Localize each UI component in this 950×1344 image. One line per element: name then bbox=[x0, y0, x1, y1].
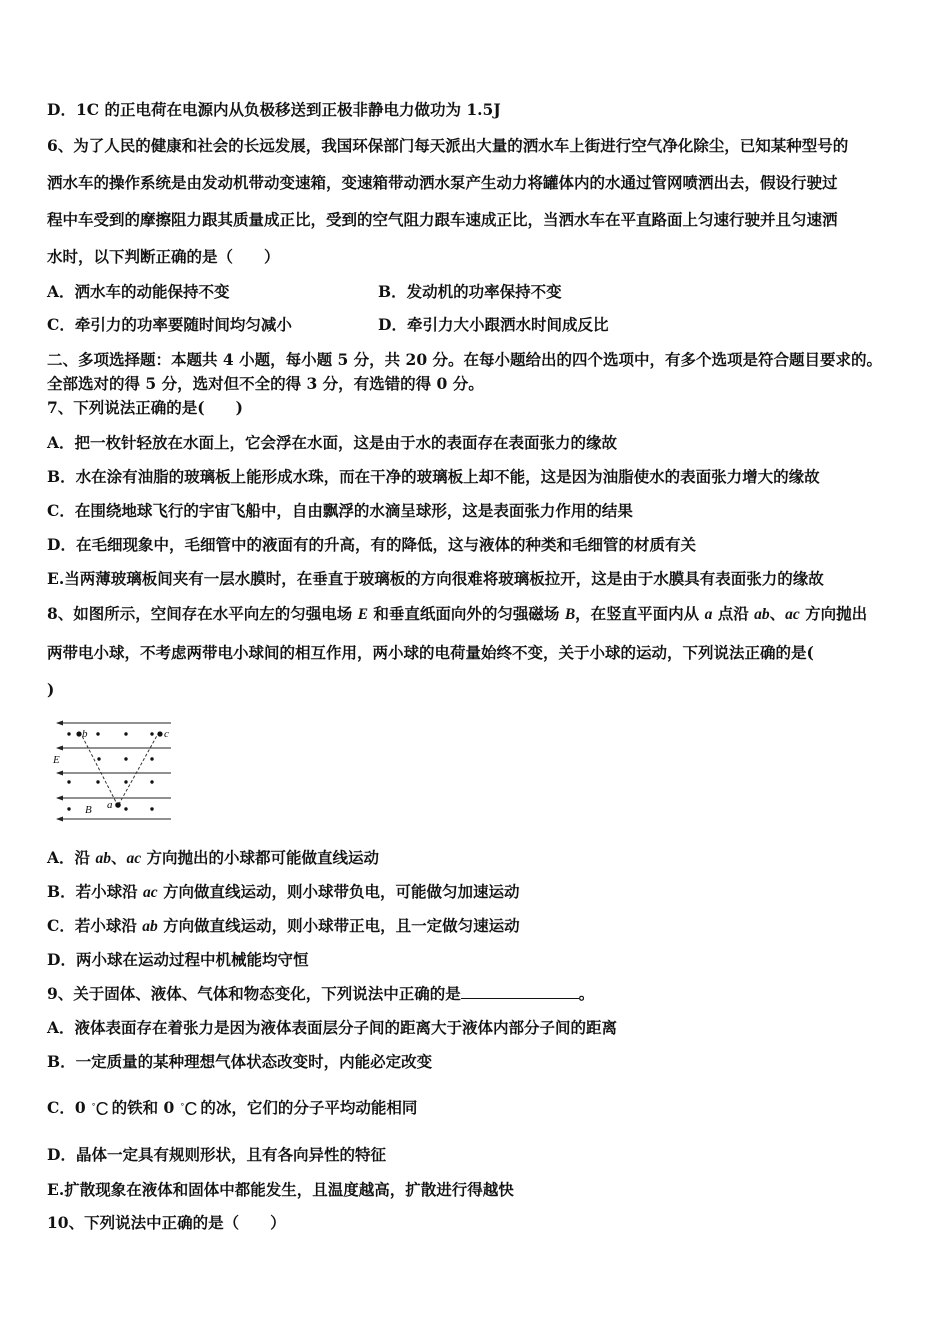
q9-stem bbox=[47, 984, 594, 1004]
q8-stem-text: 点沿 bbox=[712, 604, 755, 623]
b-field-dot bbox=[150, 780, 153, 783]
q8-stem-text: 和垂直纸面向外的匀强磁场 bbox=[368, 604, 565, 623]
label-a: a bbox=[107, 799, 113, 811]
arrow-left-icon bbox=[56, 817, 63, 822]
q9-option-a: A．液体表面存在着张力是因为液体表面层分子间的距离大于液体内部分子间的距离 bbox=[47, 1018, 618, 1037]
celsius-unit: C bbox=[184, 1099, 198, 1119]
q7-option-e: E.当两薄玻璃板间夹有一层水膜时，在垂直于玻璃板的方向很难将玻璃板拉开，这是由于水膜具有表面张力的缘故 bbox=[47, 569, 824, 588]
b-field-dot bbox=[124, 757, 127, 760]
point-b bbox=[76, 731, 81, 736]
q8-option-c-text: 方向做直线运动，则小球带正电，且一定做匀速运动 bbox=[157, 916, 520, 935]
arrow-left-icon bbox=[56, 746, 63, 751]
q8-stem-line-1 bbox=[47, 604, 867, 625]
arrow-left-icon bbox=[56, 721, 63, 726]
q9-option-c: C．0 ° C 的铁和 0 ° C 的冰，它们的分子平均动能相同 bbox=[47, 1098, 418, 1119]
q8-option-a-text: 方向抛出的小球都可能做直线运动 bbox=[141, 848, 379, 867]
label-e: E bbox=[53, 754, 60, 766]
b-field-dot bbox=[124, 780, 127, 783]
q8-option-c-text: C．若小球沿 bbox=[47, 916, 143, 935]
q8-field-diagram bbox=[47, 715, 182, 827]
q6-stem-line-4: 水时，以下判断正确的是（ ） bbox=[47, 247, 280, 266]
b-field-dot bbox=[150, 732, 153, 735]
q8-stem-text: ，在竖直平面内从 bbox=[575, 604, 705, 623]
b-field-dot bbox=[67, 780, 70, 783]
q8-option-b-text: B．若小球沿 bbox=[47, 882, 143, 901]
q8-stem-text: 、 bbox=[769, 604, 786, 623]
q8-var-ab: ab bbox=[95, 850, 111, 867]
q8-var-ab: ab bbox=[142, 918, 158, 935]
q9-stem-end: 。 bbox=[578, 984, 595, 1003]
b-field-dot bbox=[67, 807, 70, 810]
b-field-dot bbox=[124, 807, 127, 810]
q8-stem-text: 方向抛出 bbox=[799, 604, 868, 623]
q9-option-d: D．晶体一定具有规则形状，且有各向异性的特征 bbox=[47, 1145, 386, 1164]
q7-option-a: A．把一枚针轻放在水面上，它会浮在水面，这是由于水的表面存在表面张力的缘故 bbox=[47, 433, 618, 452]
q8-option-b-text: 方向做直线运动，则小球带负电，可能做匀加速运动 bbox=[157, 882, 520, 901]
point-a bbox=[115, 802, 121, 808]
section2-heading-line-2: 全部选对的得 5 分，选对但不全的得 3 分，有选错的得 0 分。 bbox=[47, 374, 484, 393]
q7-option-d: D．在毛细现象中，毛细管中的液面有的升高，有的降低，这与液体的种类和毛细管的材质有关 bbox=[47, 535, 696, 554]
q9-option-c-text: 的冰，它们的分子平均动能相同 bbox=[200, 1098, 418, 1117]
q6-option-a: A．洒水车的动能保持不变 bbox=[47, 282, 230, 301]
q7-option-c: C．在围绕地球飞行的宇宙飞船中，自由飘浮的水滴呈球形，这是表面张力作用的结果 bbox=[47, 501, 633, 520]
q7-stem: 7、下列说法正确的是( ) bbox=[47, 398, 243, 417]
q6-stem-line-3: 程中车受到的摩擦阻力跟其质量成正比，受到的空气阻力跟车速成正比，当洒水车在平直路面上匀速行驶并且匀速洒 bbox=[47, 210, 838, 229]
q8-option-c bbox=[47, 916, 520, 937]
q8-var-ac: ac bbox=[126, 850, 142, 867]
q8-var-ac: ac bbox=[785, 606, 800, 623]
b-field-dot bbox=[150, 757, 153, 760]
q7-option-b: B．水在涂有油脂的玻璃板上能形成水珠，而在干净的玻璃板上却不能，这是因为油脂使水的表面张力增大的缘故 bbox=[47, 467, 820, 486]
b-field-dot bbox=[96, 732, 99, 735]
q8-stem-line-2: 两带电小球，不考虑两带电小球间的相互作用，两小球的电荷量始终不变，关于小球的运动，下列说法正确的是( bbox=[47, 643, 814, 662]
q6-option-b: B．发动机的功率保持不变 bbox=[378, 282, 562, 301]
label-c: c bbox=[164, 728, 169, 740]
q6-stem-line-1: 6、为了人民的健康和社会的长远发展，我国环保部门每天派出大量的洒水车上街进行空气净化除尘，已知某种型号的 bbox=[47, 136, 849, 155]
arrow-left-icon bbox=[56, 796, 63, 801]
section2-heading-line-1: 二、多项选择题：本题共 4 小题，每小题 5 分，共 20 分。在每小题给出的四个选项中，有多个选项是符合题目要求的。 bbox=[47, 350, 883, 369]
q8-option-a bbox=[47, 848, 379, 869]
arrow-left-icon bbox=[56, 771, 63, 776]
q6-stem-line-2: 洒水车的操作系统是由发动机带动变速箱，变速箱带动洒水泵产生动力将罐体内的水通过管网喷洒出去，假设行驶过 bbox=[47, 173, 838, 192]
point-c bbox=[157, 731, 162, 736]
b-field-dot bbox=[150, 807, 153, 810]
b-field-dot bbox=[67, 732, 70, 735]
b-field-dot bbox=[124, 732, 127, 735]
celsius-unit: C bbox=[95, 1099, 109, 1119]
q8-option-b bbox=[47, 882, 520, 903]
q8-var-e: E bbox=[357, 606, 369, 623]
q9-option-b: B．一定质量的某种理想气体状态改变时，内能必定改变 bbox=[47, 1052, 433, 1071]
b-field-dot bbox=[97, 757, 100, 760]
q8-var-ab: ab bbox=[754, 606, 770, 623]
q5-option-d: D．1C 的正电荷在电源内从负极移送到正极非静电力做功为 1.5J bbox=[47, 100, 501, 119]
q9-option-c-text: C．0 bbox=[47, 1098, 86, 1117]
q8-option-d: D．两小球在运动过程中机械能均守恒 bbox=[47, 950, 309, 969]
b-field-dot bbox=[96, 780, 99, 783]
q8-stem-text: 8、如图所示，空间存在水平向左的匀强电场 bbox=[47, 604, 358, 623]
answer-blank[interactable] bbox=[461, 984, 579, 999]
q8-option-a-text: 、 bbox=[110, 848, 127, 867]
q6-option-c: C．牵引力的功率要随时间均匀减小 bbox=[47, 315, 292, 334]
q9-option-e: E.扩散现象在液体和固体中都能发生，且温度越高，扩散进行得越快 bbox=[47, 1180, 514, 1199]
path-ab bbox=[80, 732, 117, 804]
q8-stem-line-3: ) bbox=[47, 680, 55, 699]
q10-stem: 10、下列说法中正确的是（ ） bbox=[47, 1213, 286, 1232]
q9-option-c-text: 的铁和 0 bbox=[111, 1098, 175, 1117]
path-ac bbox=[119, 732, 159, 804]
q6-option-d: D．牵引力大小跟洒水时间成反比 bbox=[378, 315, 609, 334]
q8-var-a: a bbox=[704, 606, 713, 623]
label-bfield: B bbox=[85, 804, 92, 816]
q9-stem-text: 9、关于固体、液体、气体和物态变化，下列说法中正确的是 bbox=[47, 984, 461, 1003]
q8-var-b: B bbox=[564, 606, 576, 623]
label-b: b bbox=[82, 728, 88, 740]
q8-option-a-text: A．沿 bbox=[47, 848, 96, 867]
q8-var-ac: ac bbox=[143, 884, 158, 901]
